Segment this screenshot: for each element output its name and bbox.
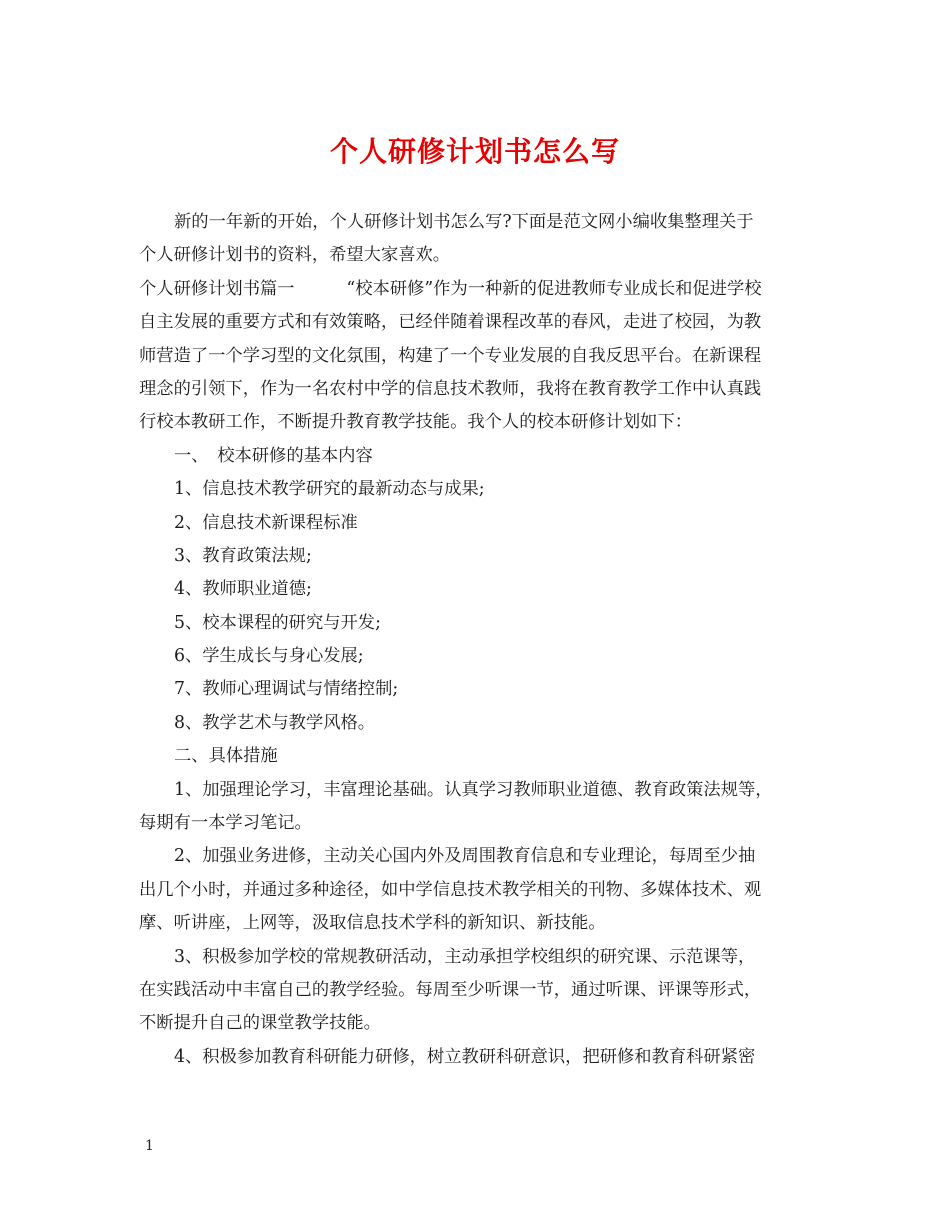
measure-1-line-2: 每期有一本学习笔记。 [139,813,312,834]
list-item: 7、教师心理调试与情绪控制; [174,679,399,700]
list-item: 1、信息技术教学研究的最新动态与成果; [174,479,485,500]
measure-3-line-3: 不断提升自己的课堂教学技能。 [139,1013,381,1034]
list-item: 2、信息技术新课程标准 [174,512,358,533]
measure-3-line-2: 在实践活动中丰富自己的教学经验。每周至少听课一节，通过听课、评课等形式， [139,979,762,1000]
measure-2-line-2: 出几个小时，并通过多种途径，如中学信息技术教学相关的刊物、多媒体技术、观 [139,879,762,900]
list-item: 4、教师职业道德; [174,579,312,600]
document-title: 个人研修计划书怎么写 [329,135,620,168]
list-item: 6、学生成长与身心发展; [174,646,364,667]
paragraph-line: 师营造了一个学习型的文化氛围，构建了一个专业发展的自我反思平台。在新课程 [139,345,762,366]
intro-line-2: 个人研修计划书的资料，希望大家喜欢。 [139,245,451,266]
page-number: 1 [145,1138,154,1154]
list-item: 5、校本课程的研究与开发; [174,612,381,633]
measure-2-line-3: 摩、听讲座，上网等，汲取信息技术学科的新知识、新技能。 [139,913,606,934]
measure-4-line-1: 4、积极参加教育科研能力研修，树立教研科研意识，把研修和教育科研紧密 [174,1046,756,1067]
intro-line-1: 新的一年新的开始，个人研修计划书怎么写?下面是范文网小编收集整理关于 [174,212,754,232]
heading-basic-content: 一、 校本研修的基本内容 [174,445,373,466]
heading-measures: 二、具体措施 [174,746,278,767]
paragraph-line: 自主发展的重要方式和有效策略，已经伴随着课程改革的春风，走进了校园，为教 [139,312,762,333]
paragraph-line: 行校本教研工作，不断提升教育教学技能。我个人的校本研修计划如下： [139,412,693,433]
measure-2-line-1: 2、加强业务进修，主动关心国内外及周围教育信息和专业理论，每周至少抽 [174,846,756,867]
list-item: 3、教育政策法规; [174,545,312,566]
measure-1-line-1: 1、加强理论学习，丰富理论基础。认真学习教师职业道德、教育政策法规等， [174,779,773,800]
paragraph-line: 理念的引领下，作为一名农村中学的信息技术教师，我将在教育教学工作中认真践 [139,378,762,399]
measure-3-line-1: 3、积极参加学校的常规教研活动，主动承担学校组织的研究课、示范课等， [174,946,756,967]
list-item: 8、教学艺术与教学风格。 [174,712,376,733]
document-body [139,206,819,1074]
section-heading-line: 个人研修计划书篇一 “校本研修”作为一种新的促进教师专业成长和促进学校 [139,278,762,299]
